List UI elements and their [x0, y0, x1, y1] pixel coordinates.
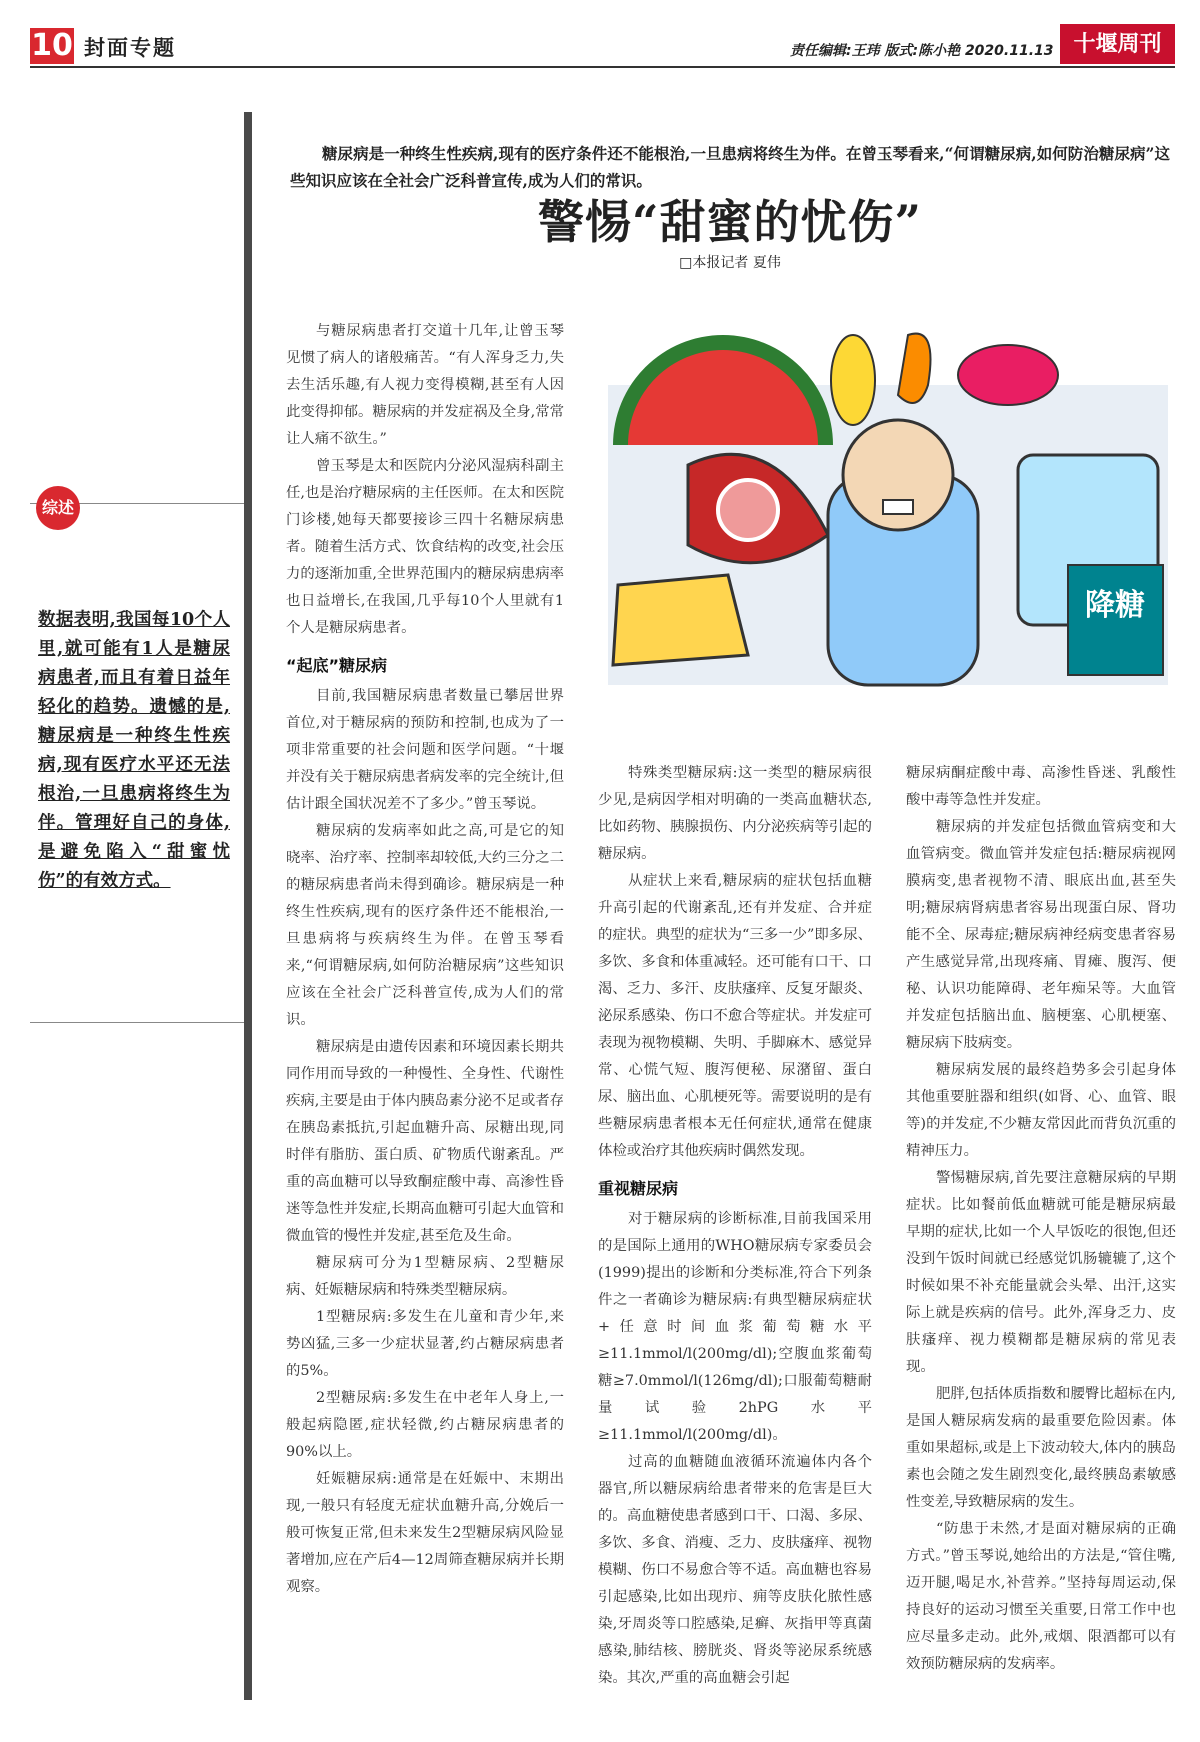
section-heading-2: 重视糖尿病	[598, 1179, 679, 1198]
article-byline: □本报记者 夏伟	[679, 255, 781, 271]
newspaper-logo: 十堰周刊	[1060, 24, 1175, 64]
paragraph: 糖尿病可分为1型糖尿病、2型糖尿病、妊娠糖尿病和特殊类型糖尿病。	[286, 1255, 564, 1298]
article-title: 警惕“甜蜜的忧伤”	[538, 195, 922, 249]
paragraph: 1型糖尿病:多发生在儿童和青少年,来势凶猛,三多一少症状显著,约占糖尿病患者的5%。	[286, 1309, 564, 1379]
column-1	[286, 318, 564, 1601]
paragraph: 对于糖尿病的诊断标准,目前我国采用的是国际上通用的WHO糖尿病专家委员会(1999)提出的诊断和分类标准,符合下列条件之一者确诊为糖尿病:有典型糖尿病症状+任意时间血浆葡萄糖水平≥11.1mmol/l(200mg/dl);空腹血浆葡萄糖≥7.0mmol/l(126mg/dl);口服葡萄糖耐量试验2hPG水平≥11.1mmol/l(200mg/dl)。	[598, 1211, 872, 1443]
sidebar-divider-bottom	[30, 1022, 244, 1023]
paragraph: 从症状上来看,糖尿病的症状包括血糖升高引起的代谢紊乱,还有并发症、合并症的症状。典型的症状为“三多一少”即多尿、多饮、多食和体重减轻。还可能有口干、口渴、乏力、多汗、皮肤瘙痒、反复牙龈炎、泌尿系感染、伤口不愈合等症状。并发症可表现为视物模糊、失明、手脚麻木、感觉异常、心慌气短、腹泻便秘、尿潴留、蛋白尿、脑出血、心肌梗死等。需要说明的是有些糖尿病患者根本无任何症状,通常在健康体检或治疗其他疾病时偶然发现。	[598, 873, 872, 1159]
paragraph: 糖尿病的并发症包括微血管病变和大血管病变。微血管并发症包括:糖尿病视网膜病变,患者视物不清、眼底出血,甚至失明;糖尿病肾病患者容易出现蛋白尿、肾功能不全、尿毒症;糖尿病神经病变患者容易产生感觉异常,出现疼痛、胃瘫、腹泻、便秘、认识功能障碍、老年痴呆等。大血管并发症包括脑出血、脑梗塞、心肌梗塞、糖尿病下肢病变。	[906, 819, 1176, 1051]
section-title: 封面专题	[84, 36, 176, 60]
overview-badge: 综述	[36, 486, 80, 530]
sidebar-summary	[38, 606, 230, 896]
paragraph: 2型糖尿病:多发生在中老年人身上,一般起病隐匿,症状轻微,约占糖尿病患者的90%以上。	[286, 1390, 564, 1460]
paragraph: 目前,我国糖尿病患者数量已攀居世界首位,对于糖尿病的预防和控制,也成为了一项非常重要的社会问题和医学问题。“十堰并没有关于糖尿病患者病发率的完全统计,但估计跟全国状况差不了多少。”曾玉琴说。	[286, 688, 564, 812]
paragraph: “防患于未然,才是面对糖尿病的正确方式。”曾玉琴说,她给出的方法是,“管住嘴,迈开腿,喝足水,补营养。”坚持每周运动,保持良好的运动习惯至关重要,日常工作中也应尽量多走动。此外,戒烟、限酒都可以有效预防糖尿病的发病率。	[906, 1521, 1176, 1672]
cartoon-illustration	[598, 325, 1175, 695]
paragraph: 过高的血糖随血液循环流遍体内各个器官,所以糖尿病给患者带来的危害是巨大的。高血糖使患者感到口干、口渴、多尿、多饮、多食、消瘦、乏力、皮肤瘙痒、视物模糊、伤口不易愈合等不适。高血糖也容易引起感染,比如出现疖、痈等皮肤化脓性感染,牙周炎等口腔感染,足癣、灰指甲等真菌感染,肺结核、膀胱炎、肾炎等泌尿系统感染。其次,严重的高血糖会引起	[598, 1454, 872, 1686]
editor-credits: 责任编辑:王玮 版式:陈小艳 2020.11.13	[790, 43, 1054, 59]
page-number: 10	[31, 28, 73, 63]
column-2	[598, 760, 872, 1692]
paragraph: 妊娠糖尿病:通常是在妊娠中、末期出现,一般只有轻度无症状血糖升高,分娩后一般可恢复正常,但未来发生2型糖尿病风险显著增加,应在产后4—12周筛查糖尿病并长期观察。	[286, 1471, 564, 1595]
paragraph: 糖尿病是由遗传因素和环境因素长期共同作用而导致的一种慢性、全身性、代谢性疾病,主要是由于体内胰岛素分泌不足或者存在胰岛素抵抗,引起血糖升高、尿糖出现,同时伴有脂肪、蛋白质、矿物质代谢紊乱。严重的高血糖可以导致酮症酸中毒、高渗性昏迷等急性并发症,长期高血糖可引起大血管和微血管的慢性并发症,甚至危及生命。	[286, 1039, 564, 1244]
paragraph: 与糖尿病患者打交道十几年,让曾玉琴见惯了病人的诸般痛苦。“有人浑身乏力,失去生活乐趣,有人视力变得模糊,甚至有人因此变得抑郁。糖尿病的并发症祸及全身,常常让人痛不欲生。”	[286, 323, 564, 447]
article-lead: 糖尿病是一种终生性疾病,现有的医疗条件还不能根治,一旦患病将终生为伴。在曾玉琴看来,“何谓糖尿病,如何防治糖尿病”这些知识应该在全社会广泛科普宣传,成为人们的常识。	[290, 144, 1170, 190]
vertical-rule	[244, 112, 252, 1700]
paragraph: 警惕糖尿病,首先要注意糖尿病的早期症状。比如餐前低血糖就可能是糖尿病最早期的症状,比如一个人早饭吃的很饱,但还没到午饭时间就已经感觉饥肠辘辘了,这个时候如果不补充能量就会头晕、出汗,这实际上就是疾病的信号。此外,浑身乏力、皮肤瘙痒、视力模糊都是糖尿病的常见表现。	[906, 1170, 1176, 1375]
paragraph: 糖尿病发展的最终趋势多会引起身体其他重要脏器和组织(如肾、心、血管、眼等)的并发症,不少糖友常因此而背负沉重的精神压力。	[906, 1062, 1176, 1159]
header-divider	[30, 66, 1175, 68]
page-header	[30, 28, 1175, 64]
paragraph: 糖尿病的发病率如此之高,可是它的知晓率、治疗率、控制率却较低,大约三分之二的糖尿病患者尚未得到确诊。糖尿病是一种终生性疾病,现有的医疗条件还不能根治,一旦患病将与疾病终生为伴。在曾玉琴看来,“何谓糖尿病,如何防治糖尿病”这些知识应该在全社会广泛科普宣传,成为人们的常识。	[286, 823, 564, 1028]
paragraph: 特殊类型糖尿病:这一类型的糖尿病很少见,是病因学相对明确的一类高血糖状态,比如药物、胰腺损伤、内分泌疾病等引起的糖尿病。	[598, 765, 872, 862]
section-heading-1: “起底”糖尿病	[286, 656, 388, 675]
illustration-label: 降糖	[1085, 588, 1145, 623]
column-3	[906, 760, 1176, 1678]
paragraph: 曾玉琴是太和医院内分泌风湿病科副主任,也是治疗糖尿病的主任医师。在太和医院门诊楼,她每天都要接诊三四十名糖尿病患者。随着生活方式、饮食结构的改变,社会压力的逐渐加重,全世界范围内的糖尿病患病率也日益增长,在我国,几乎每10个人里就有1个人是糖尿病患者。	[286, 458, 564, 636]
paragraph: 糖尿病酮症酸中毒、高渗性昏迷、乳酸性酸中毒等急性并发症。	[906, 765, 1176, 808]
summary-text: 数据表明,我国每10个人里,就可能有1人是糖尿病患者,而且有着日益年轻化的趋势。遗憾的是,糖尿病是一种终生性疾病,现有医疗水平还无法根治,一旦患病将终生为伴。管理好自己的身体,是避免陷入“甜蜜忧伤”的有效方式。	[38, 610, 230, 891]
paragraph: 肥胖,包括体质指数和腰臀比超标在内,是国人糖尿病发病的最重要危险因素。体重如果超标,或是上下波动较大,体内的胰岛素也会随之发生剧烈变化,最终胰岛素敏感性变差,导致糖尿病的发生。	[906, 1386, 1176, 1510]
